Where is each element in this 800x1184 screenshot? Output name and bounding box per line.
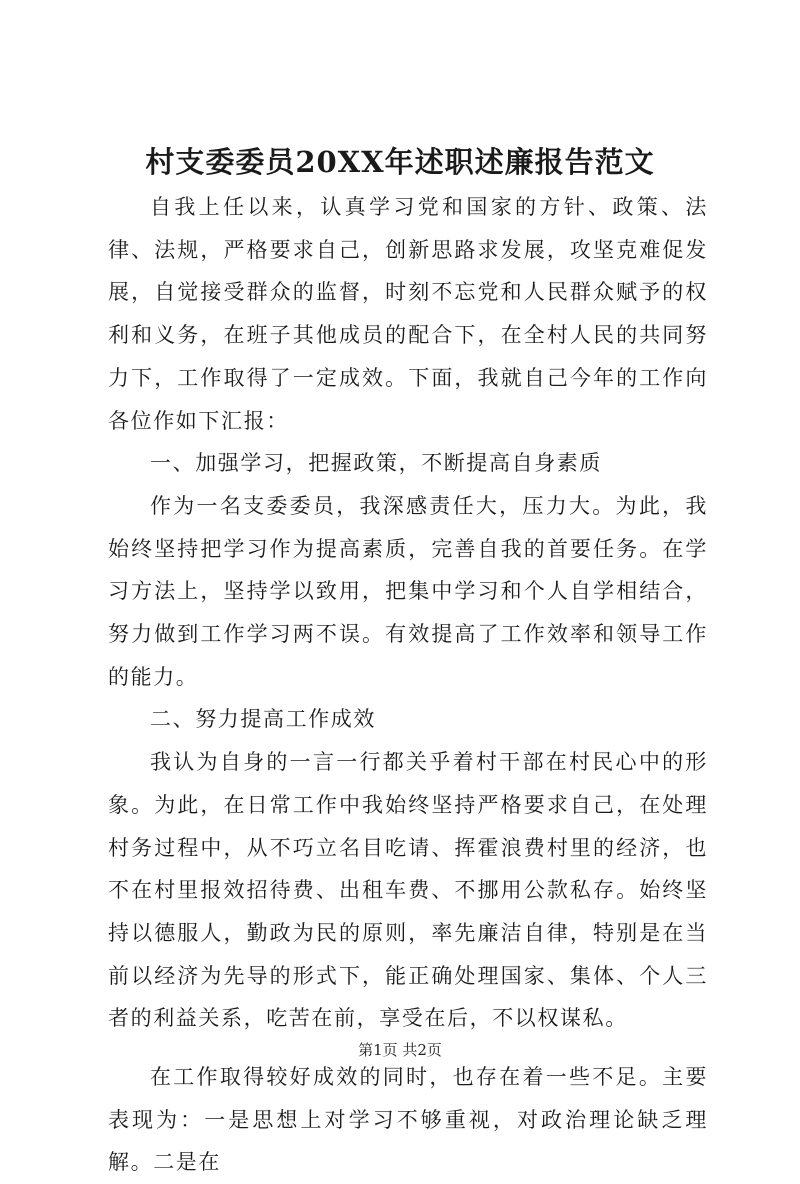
document-body <box>108 186 708 1184</box>
paragraph-intro: 自我上任以来，认真学习党和国家的方针、政策、法律、法规，严格要求自己，创新思路求发展，攻坚克难促发展，自觉接受群众的监督，时刻不忘党和人民群众赋予的权利和义务，在班子其他成员的配合下，在全村人民的共同努力下，工作取得了一定成效。下面，我就自己今年的工作向各位作如下汇报： <box>108 195 708 433</box>
page-footer: 第1页 共2页 <box>358 1041 442 1059</box>
paragraph-conduct: 我认为自身的一言一行都关乎着村干部在村民心中的形象。为此，在日常工作中我始终坚持严格要求自己，在处理村务过程中，从不巧立名目吃请、挥霍浪费村里的经济，也不在村里报效招待费、出租车费、不挪用公款私存。始终坚持以德服人，勤政为民的原则，率先廉洁自律，特别是在当前以经济为先导的形式下，能正确处理国家、集体、个人三者的利益关系，吃苦在前，享受在后，不以权谋私。 <box>108 750 708 1031</box>
paragraph-shortcomings: 在工作取得较好成效的同时，也存在着一些不足。主要表现为：一是思想上对学习不够重视，对政治理论缺乏理解。二是在 <box>108 1065 708 1175</box>
section-heading-2: 二、努力提高工作成效 <box>150 707 376 732</box>
document-title: 村支委委员20XX年述职述廉报告范文 <box>145 145 655 179</box>
section-heading-1: 一、加强学习，把握政策，不断提高自身素质 <box>150 451 602 476</box>
paragraph-study: 作为一名支委委员，我深感责任大，压力大。为此，我始终坚持把学习作为提高素质，完善自我的首要任务。在学习方法上，坚持学以致用，把集中学习和个人自学相结合，努力做到工作学习两不误。有效提高了工作效率和领导工作的能力。 <box>108 493 708 689</box>
